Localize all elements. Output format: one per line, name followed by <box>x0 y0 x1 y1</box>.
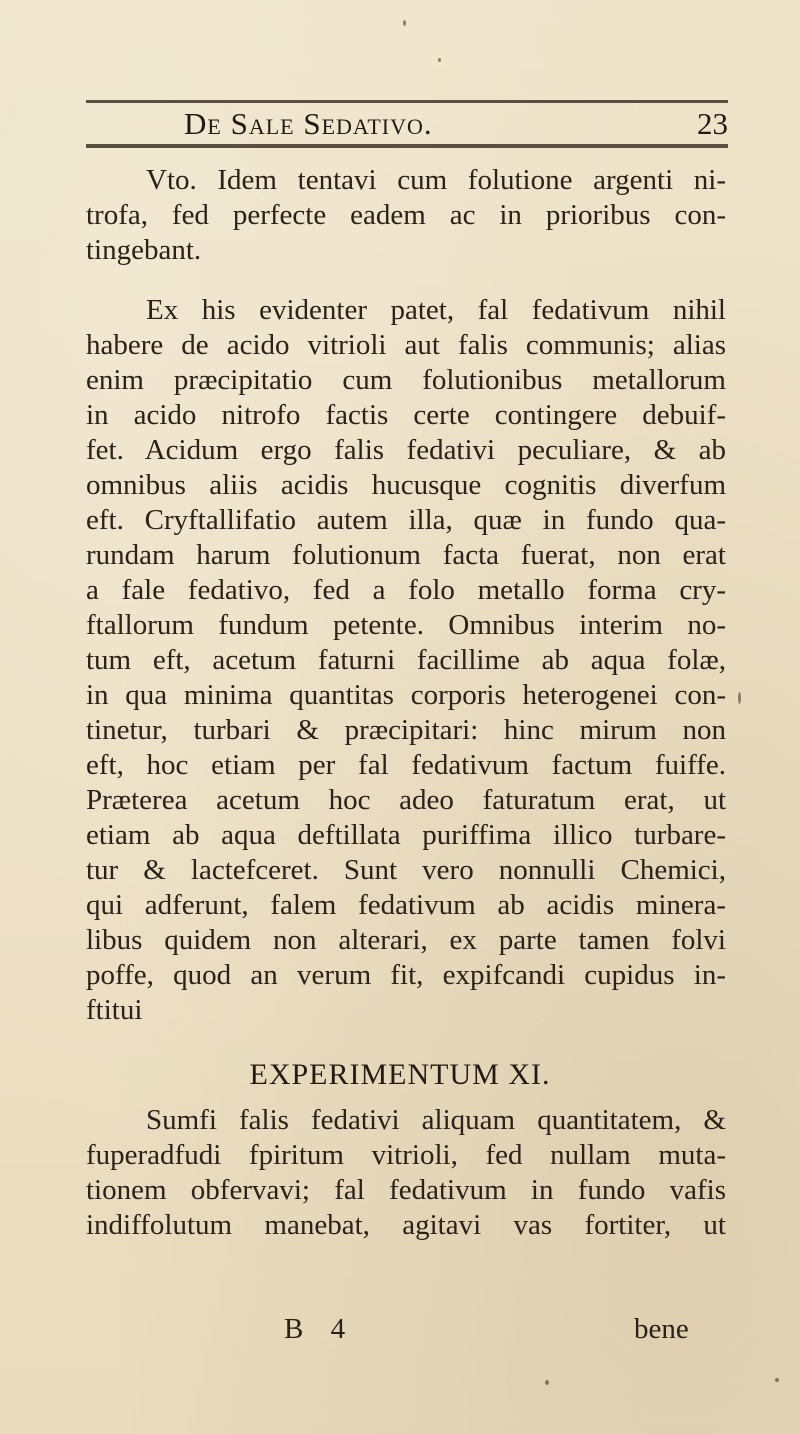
text-line: ftallorum fundum petente. Omnibus interim no- <box>86 609 726 641</box>
text-line: ftitui <box>86 994 143 1026</box>
page-number: 23 <box>697 106 728 141</box>
text-line: tur & lactefceret. Sunt vero nonnulli Chemici, <box>86 854 726 886</box>
paper-speck <box>545 1380 549 1385</box>
signature-mark: B 4 <box>284 1313 356 1345</box>
text-line: fet. Acidum ergo falis fedativi peculiare, & ab <box>86 434 726 466</box>
running-title: De Sale Sedativo. <box>184 106 433 141</box>
text-line: omnibus aliis acidis hucusque cognitis diverfum <box>86 469 726 501</box>
running-head <box>86 106 728 144</box>
text-line: libus quidem non alterari, ex parte tamen folvi <box>86 924 726 956</box>
header-top-rule <box>86 100 728 103</box>
text-line: Vto. Idem tentavi cum folutione argenti ni- <box>146 164 726 196</box>
text-line: in acido nitrofo factis certe contingere debuif- <box>86 399 726 431</box>
text-line: tinetur, turbari & præcipitari: hinc mirum non <box>86 714 726 746</box>
text-line: poffe, quod an verum fit, expifcandi cupidus in- <box>86 959 726 991</box>
paper-speck <box>738 692 741 704</box>
text-line: etiam ab aqua deftillata puriffima illico turbare- <box>86 819 726 851</box>
text-line: tionem obfervavi; fal fedativum in fundo vafis <box>86 1174 726 1206</box>
text-line: Ex his evidenter patet, fal fedativum nihil <box>146 294 726 326</box>
text-line: qui adferunt, falem fedativum ab acidis minera- <box>86 889 726 921</box>
text-line: enim præcipitatio cum folutionibus metallorum <box>86 364 726 396</box>
text-line: eft. Cryftallifatio autem illa, quæ in fundo qua- <box>86 504 726 536</box>
text-line: trofa, fed perfecte eadem ac in prioribus con- <box>86 199 726 231</box>
paragraph-vto <box>86 163 726 268</box>
paper-speck <box>438 58 441 62</box>
text-line: rundam harum folutionum facta fuerat, non erat <box>86 539 726 571</box>
text-line: indiffolutum manebat, agitavi vas fortiter, ut <box>86 1209 726 1241</box>
text-line: tingebant. <box>86 234 202 266</box>
paragraph-sumfi <box>86 1103 726 1313</box>
header-bottom-rule <box>86 144 728 148</box>
paragraph-ex-his <box>86 293 726 1028</box>
catchword: bene <box>634 1313 689 1345</box>
text-line: fuperadfudi fpiritum vitrioli, fed nullam muta- <box>86 1139 726 1171</box>
text-line: a fale fedativo, fed a folo metallo forma cry- <box>86 574 726 606</box>
section-heading: EXPERIMENTUM XI. <box>249 1058 551 1091</box>
paper-speck <box>403 20 406 26</box>
page-footer <box>86 1313 726 1351</box>
text-line: habere de acido vitrioli aut falis communis; alias <box>86 329 726 361</box>
text-line: tum eft, acetum faturni facillime ab aqua folæ, <box>86 644 726 676</box>
text-line: eft, hoc etiam per fal fedativum factum fuiffe. <box>86 749 726 781</box>
text-line: in qua minima quantitas corporis heterogenei con- <box>86 679 726 711</box>
text-line: Præterea acetum hoc adeo faturatum erat, ut <box>86 784 726 816</box>
text-line: Sumfi falis fedativi aliquam quantitatem, & <box>146 1104 726 1136</box>
paper-speck <box>775 1378 779 1382</box>
